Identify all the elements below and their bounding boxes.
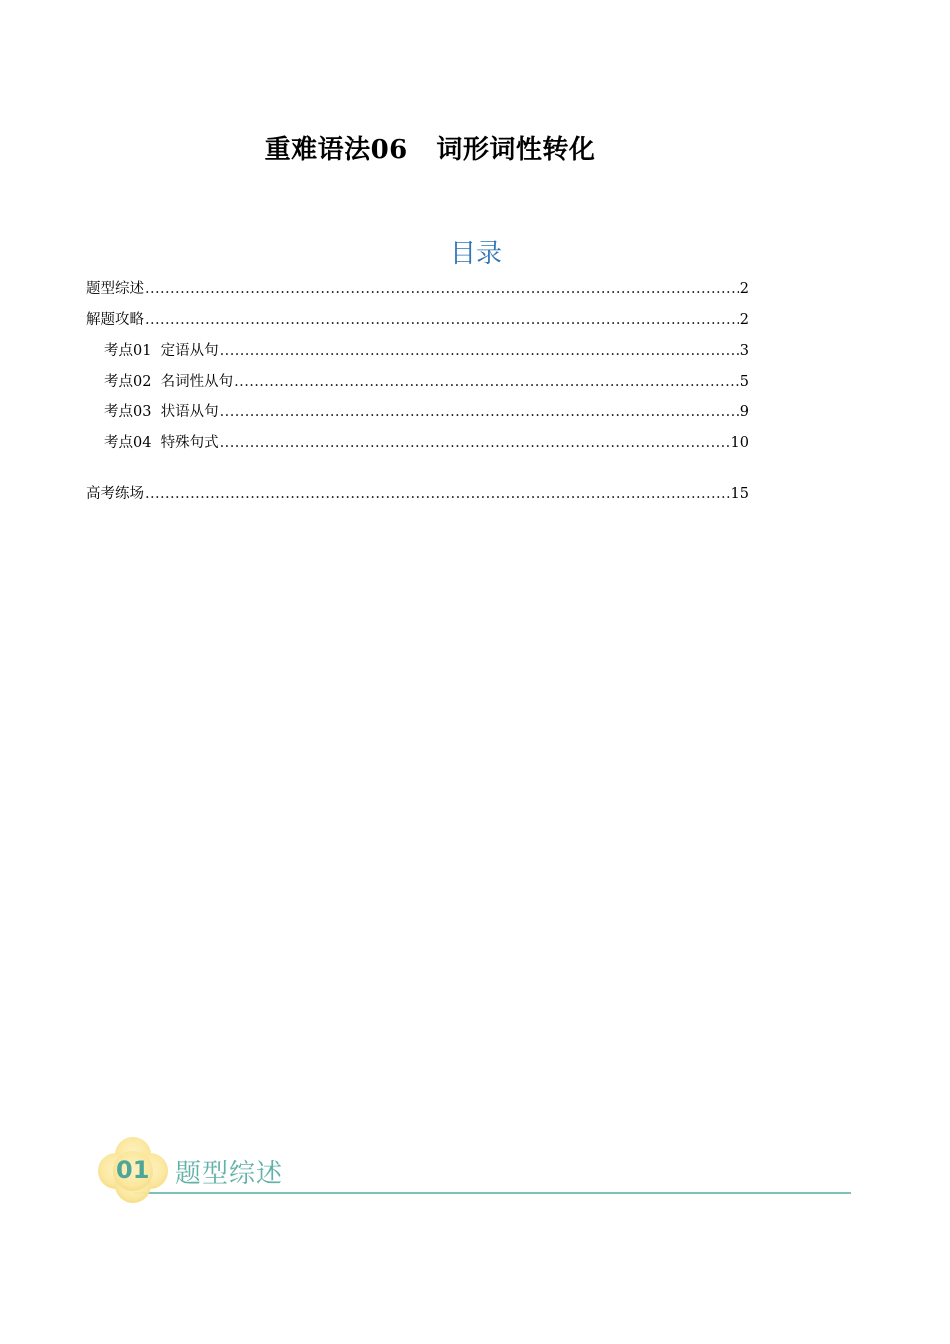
toc-entry-page: 9 <box>739 404 749 420</box>
toc-entry[interactable] <box>86 371 749 393</box>
toc-entry-page: 15 <box>730 486 749 502</box>
toc-entry[interactable] <box>86 309 749 331</box>
toc-heading: 目录 <box>449 239 502 269</box>
toc-entry[interactable] <box>86 432 749 454</box>
section-number: 01 <box>116 1156 150 1184</box>
toc-leader-dots <box>145 483 730 505</box>
toc-entry-label: 解题攻略 <box>86 312 144 328</box>
toc-entry-label: 考点03 状语从句 <box>104 404 219 420</box>
document-title: 重难语法06 词形词性转化 <box>264 135 596 166</box>
toc-entry-page: 3 <box>739 343 749 359</box>
section-banner <box>94 1133 854 1213</box>
toc-leader-dots <box>220 340 739 362</box>
toc-entry-label: 考点04 特殊句式 <box>104 435 219 451</box>
toc-leader-dots <box>145 309 739 331</box>
toc-entry[interactable] <box>86 278 749 300</box>
toc-entry-page: 5 <box>739 374 749 390</box>
toc-leader-dots <box>220 432 730 454</box>
toc-entry-label: 题型综述 <box>86 281 144 297</box>
toc-entry-label: 高考练场 <box>86 486 144 502</box>
toc-leader-dots <box>234 371 739 393</box>
section-title: 题型综述 <box>175 1159 284 1189</box>
toc-leader-dots <box>145 278 739 300</box>
toc-entry[interactable] <box>86 483 749 505</box>
toc-leader-dots <box>220 401 739 423</box>
toc-entry-label: 考点01 定语从句 <box>104 343 219 359</box>
toc-entry-page: 2 <box>739 281 749 297</box>
toc-entry-page: 10 <box>730 435 749 451</box>
toc-entry-label: 考点02 名词性从句 <box>104 374 234 390</box>
section-divider-line <box>134 1192 851 1194</box>
toc-entry[interactable] <box>86 401 749 423</box>
toc-entry[interactable] <box>86 340 749 362</box>
toc-entry-page: 2 <box>739 312 749 328</box>
